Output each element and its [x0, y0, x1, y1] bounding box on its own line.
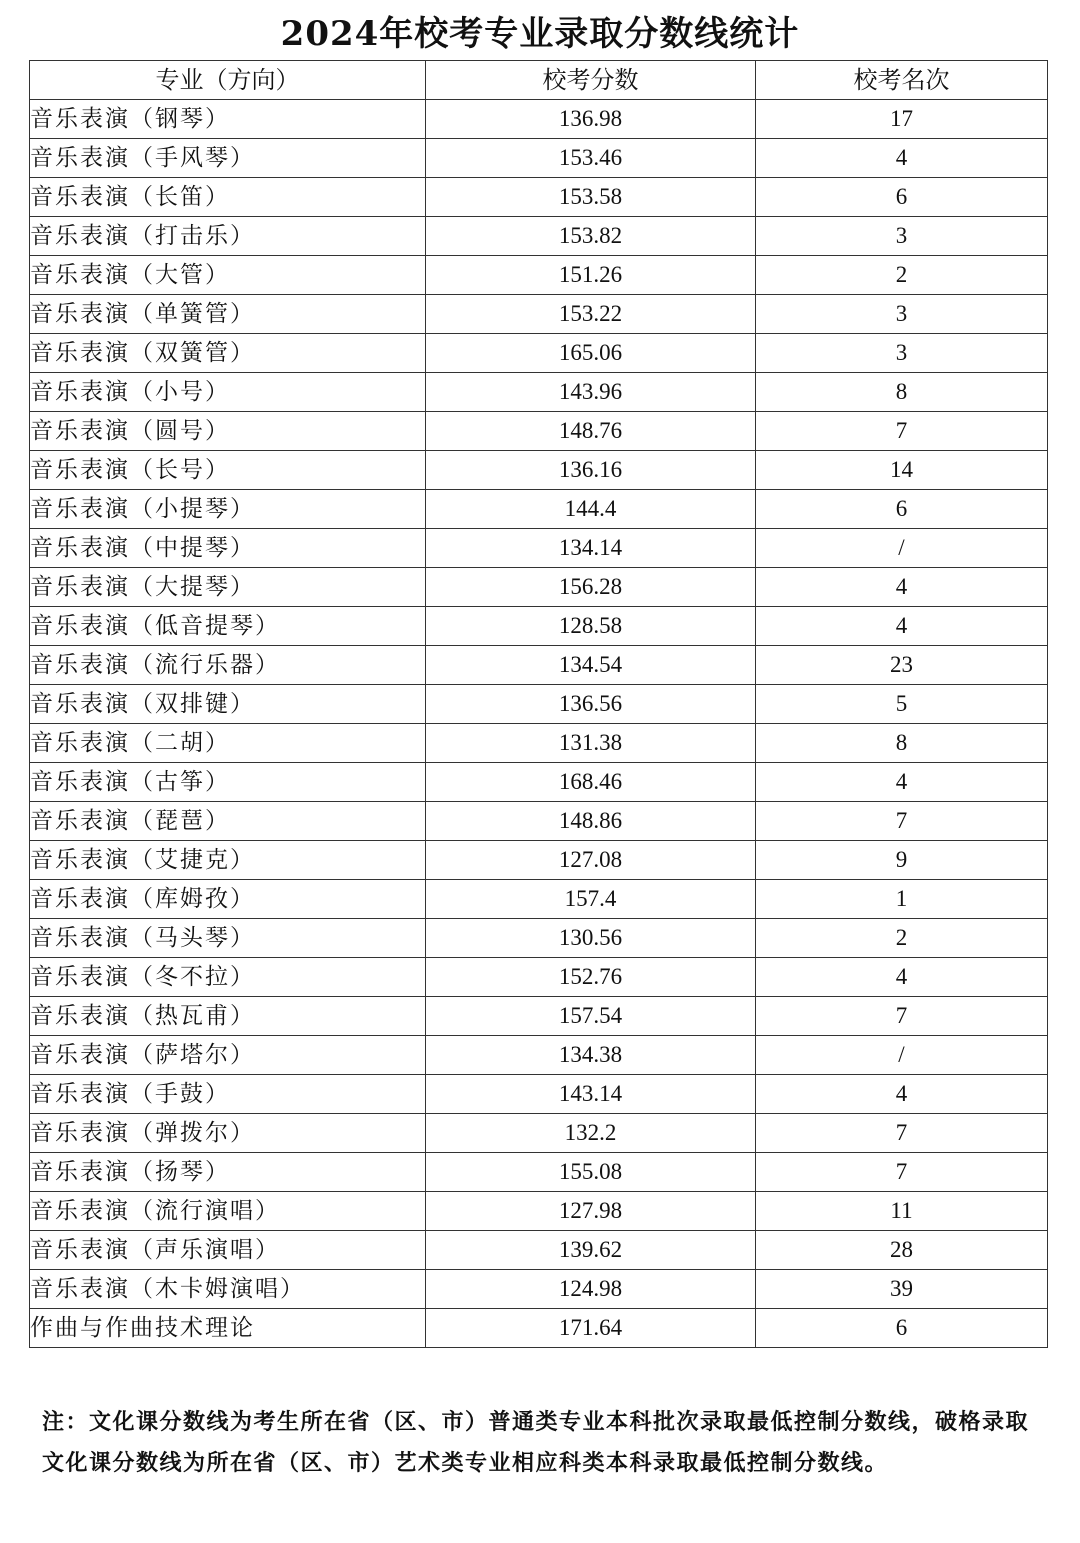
table-row: [30, 295, 1048, 334]
rank-cell: 7: [756, 1153, 1048, 1192]
rank-cell: 23: [756, 646, 1048, 685]
rank-cell: 4: [756, 1075, 1048, 1114]
major-cell: 音乐表演（琵琶）: [30, 802, 426, 841]
footnote: 注：文化课分数线为考生所在省（区、市）普通类专业本科批次录取最低控制分数线，破格录取文化课分数线为所在省（区、市）艺术类专业相应科类本科录取最低控制分数线。: [42, 1409, 1030, 1476]
table-row: [30, 880, 1048, 919]
major-cell: 音乐表演（双簧管）: [30, 334, 426, 373]
rank-cell: 6: [756, 1309, 1048, 1348]
score-cell: 134.14: [426, 529, 756, 568]
rank-cell: 3: [756, 295, 1048, 334]
page-title: 2024年校考专业录取分数线统计: [280, 14, 800, 54]
score-cell: 127.08: [426, 841, 756, 880]
rank-cell: 7: [756, 1114, 1048, 1153]
rank-cell: 39: [756, 1270, 1048, 1309]
table-row: [30, 763, 1048, 802]
table-row: [30, 1036, 1048, 1075]
major-cell: 音乐表演（扬琴）: [30, 1153, 426, 1192]
rank-cell: 5: [756, 685, 1048, 724]
major-cell: 音乐表演（手风琴）: [30, 139, 426, 178]
rank-cell: 1: [756, 880, 1048, 919]
score-cell: 139.62: [426, 1231, 756, 1270]
major-cell: 音乐表演（双排键）: [30, 685, 426, 724]
score-cell: 144.4: [426, 490, 756, 529]
major-cell: 音乐表演（打击乐）: [30, 217, 426, 256]
table-row: [30, 1075, 1048, 1114]
score-cell: 156.28: [426, 568, 756, 607]
score-cell: 136.98: [426, 100, 756, 139]
table-row: [30, 685, 1048, 724]
rank-cell: 3: [756, 334, 1048, 373]
score-cell: 153.46: [426, 139, 756, 178]
major-cell: 音乐表演（古筝）: [30, 763, 426, 802]
rank-cell: 7: [756, 997, 1048, 1036]
rank-cell: 4: [756, 139, 1048, 178]
rank-cell: 28: [756, 1231, 1048, 1270]
major-cell: 音乐表演（流行乐器）: [30, 646, 426, 685]
table-row: [30, 841, 1048, 880]
major-cell: 音乐表演（长号）: [30, 451, 426, 490]
score-cell: 171.64: [426, 1309, 756, 1348]
major-cell: 音乐表演（小号）: [30, 373, 426, 412]
table-row: [30, 1114, 1048, 1153]
score-cell: 143.96: [426, 373, 756, 412]
major-cell: 音乐表演（手鼓）: [30, 1075, 426, 1114]
column-header-rank: 校考名次: [756, 61, 1048, 100]
score-cell: 136.16: [426, 451, 756, 490]
table-row: [30, 1231, 1048, 1270]
score-cell: 134.54: [426, 646, 756, 685]
major-cell: 音乐表演（声乐演唱）: [30, 1231, 426, 1270]
rank-cell: 2: [756, 919, 1048, 958]
column-header-major: 专业（方向）: [30, 61, 426, 100]
major-cell: 音乐表演（二胡）: [30, 724, 426, 763]
table-row: [30, 1192, 1048, 1231]
table-row: [30, 724, 1048, 763]
rank-cell: 14: [756, 451, 1048, 490]
major-cell: 音乐表演（弹拨尔）: [30, 1114, 426, 1153]
table-row: [30, 256, 1048, 295]
table-row: [30, 568, 1048, 607]
major-cell: 音乐表演（大提琴）: [30, 568, 426, 607]
rank-cell: 7: [756, 802, 1048, 841]
score-cell: 128.58: [426, 607, 756, 646]
score-cell: 127.98: [426, 1192, 756, 1231]
table-row: [30, 958, 1048, 997]
score-cell: 130.56: [426, 919, 756, 958]
major-cell: 音乐表演（钢琴）: [30, 100, 426, 139]
table-row: [30, 217, 1048, 256]
table-row: [30, 646, 1048, 685]
rank-cell: 6: [756, 178, 1048, 217]
score-cell: 157.4: [426, 880, 756, 919]
score-cell: 136.56: [426, 685, 756, 724]
major-cell: 音乐表演（马头琴）: [30, 919, 426, 958]
score-cell: 131.38: [426, 724, 756, 763]
table-row: [30, 802, 1048, 841]
table-row: [30, 1270, 1048, 1309]
table-row: [30, 139, 1048, 178]
rank-cell: 4: [756, 763, 1048, 802]
major-cell: 音乐表演（大管）: [30, 256, 426, 295]
score-cell: 153.82: [426, 217, 756, 256]
rank-cell: 4: [756, 568, 1048, 607]
score-cell: 132.2: [426, 1114, 756, 1153]
score-cell: 155.08: [426, 1153, 756, 1192]
major-cell: 音乐表演（单簧管）: [30, 295, 426, 334]
score-cell: 143.14: [426, 1075, 756, 1114]
rank-cell: 9: [756, 841, 1048, 880]
rank-cell: 4: [756, 958, 1048, 997]
rank-cell: 3: [756, 217, 1048, 256]
rank-cell: 4: [756, 607, 1048, 646]
rank-cell: 17: [756, 100, 1048, 139]
major-cell: 音乐表演（艾捷克）: [30, 841, 426, 880]
major-cell: 音乐表演（小提琴）: [30, 490, 426, 529]
rank-cell: 2: [756, 256, 1048, 295]
score-cell: 168.46: [426, 763, 756, 802]
score-cell: 165.06: [426, 334, 756, 373]
score-cell: 151.26: [426, 256, 756, 295]
score-cell: 152.76: [426, 958, 756, 997]
score-cell: 134.38: [426, 1036, 756, 1075]
major-cell: 作曲与作曲技术理论: [30, 1309, 426, 1348]
admission-scores-table: [29, 60, 1048, 1348]
column-header-score: 校考分数: [426, 61, 756, 100]
table-row: [30, 919, 1048, 958]
rank-cell: 11: [756, 1192, 1048, 1231]
rank-cell: 6: [756, 490, 1048, 529]
rank-cell: /: [756, 1036, 1048, 1075]
major-cell: 音乐表演（热瓦甫）: [30, 997, 426, 1036]
table-row: [30, 997, 1048, 1036]
score-cell: 153.58: [426, 178, 756, 217]
table-row: [30, 451, 1048, 490]
rank-cell: 8: [756, 724, 1048, 763]
rank-cell: 8: [756, 373, 1048, 412]
table-row: [30, 607, 1048, 646]
table-body: [30, 100, 1048, 1348]
major-cell: 音乐表演（木卡姆演唱）: [30, 1270, 426, 1309]
table-row: [30, 100, 1048, 139]
rank-cell: 7: [756, 412, 1048, 451]
table-row: [30, 1309, 1048, 1348]
table-row: [30, 178, 1048, 217]
major-cell: 音乐表演（长笛）: [30, 178, 426, 217]
major-cell: 音乐表演（萨塔尔）: [30, 1036, 426, 1075]
score-cell: 148.76: [426, 412, 756, 451]
table-row: [30, 412, 1048, 451]
table-row: [30, 490, 1048, 529]
major-cell: 音乐表演（流行演唱）: [30, 1192, 426, 1231]
table-row: [30, 334, 1048, 373]
rank-cell: /: [756, 529, 1048, 568]
major-cell: 音乐表演（低音提琴）: [30, 607, 426, 646]
table-row: [30, 1153, 1048, 1192]
major-cell: 音乐表演（圆号）: [30, 412, 426, 451]
score-cell: 124.98: [426, 1270, 756, 1309]
major-cell: 音乐表演（中提琴）: [30, 529, 426, 568]
score-cell: 153.22: [426, 295, 756, 334]
table-header-row: [30, 61, 1048, 100]
major-cell: 音乐表演（库姆孜）: [30, 880, 426, 919]
score-cell: 148.86: [426, 802, 756, 841]
table-row: [30, 373, 1048, 412]
score-cell: 157.54: [426, 997, 756, 1036]
table-row: [30, 529, 1048, 568]
major-cell: 音乐表演（冬不拉）: [30, 958, 426, 997]
